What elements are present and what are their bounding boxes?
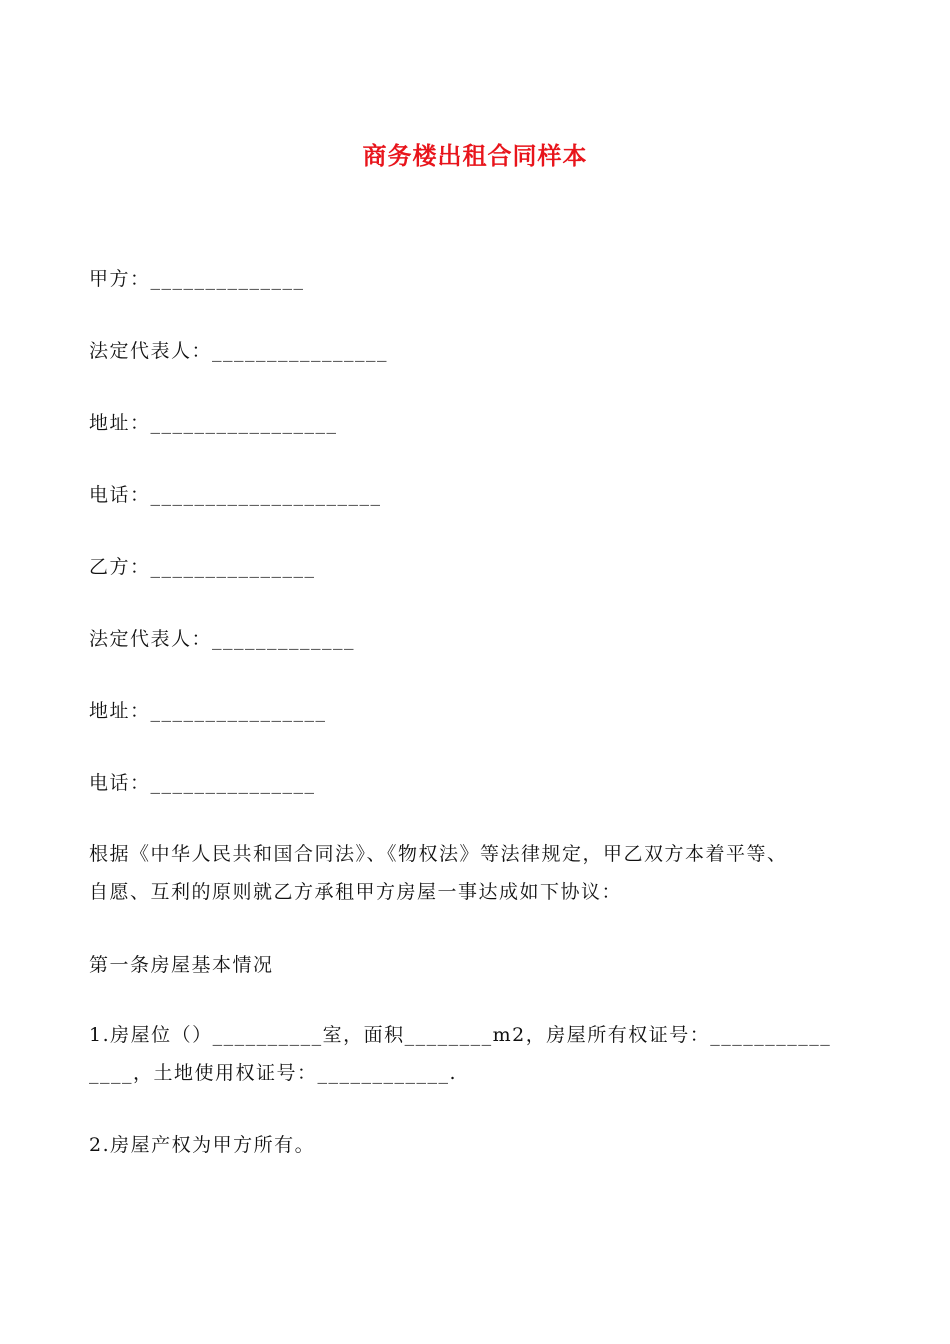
party-a-name-field: 甲方：______________ xyxy=(89,268,305,290)
document-title: 商务楼出租合同样本 xyxy=(362,142,588,170)
party-b-name-field: 乙方：_______________ xyxy=(89,556,316,578)
party-a-address-field: 地址：_________________ xyxy=(89,412,338,434)
article-1-item-1-line-2: ____，土地使用权证号：____________. xyxy=(89,1062,458,1084)
party-a-phone-field: 电话：_____________________ xyxy=(89,484,382,506)
party-b-address-field: 地址：________________ xyxy=(89,700,327,722)
preamble-line-1: 根据《中华人民共和国合同法》、《物权法》等法律规定，甲乙双方本着平等、 xyxy=(89,843,788,865)
article-1-item-1 xyxy=(89,1016,879,1092)
preamble-paragraph xyxy=(89,835,879,911)
article-1-item-1-line-1: 1.房屋位（）__________室，面积________m2，房屋所有权证号：___________ xyxy=(89,1024,832,1046)
article-1-item-2: 2.房屋产权为甲方所有。 xyxy=(89,1134,316,1156)
party-b-representative-field: 法定代表人：_____________ xyxy=(89,628,356,650)
preamble-line-2: 自愿、互利的原则就乙方承租甲方房屋一事达成如下协议： xyxy=(89,881,623,903)
party-b-phone-field: 电话：_______________ xyxy=(89,772,316,794)
party-a-representative-field: 法定代表人：________________ xyxy=(89,340,389,362)
article-1-heading: 第一条房屋基本情况 xyxy=(89,954,274,976)
